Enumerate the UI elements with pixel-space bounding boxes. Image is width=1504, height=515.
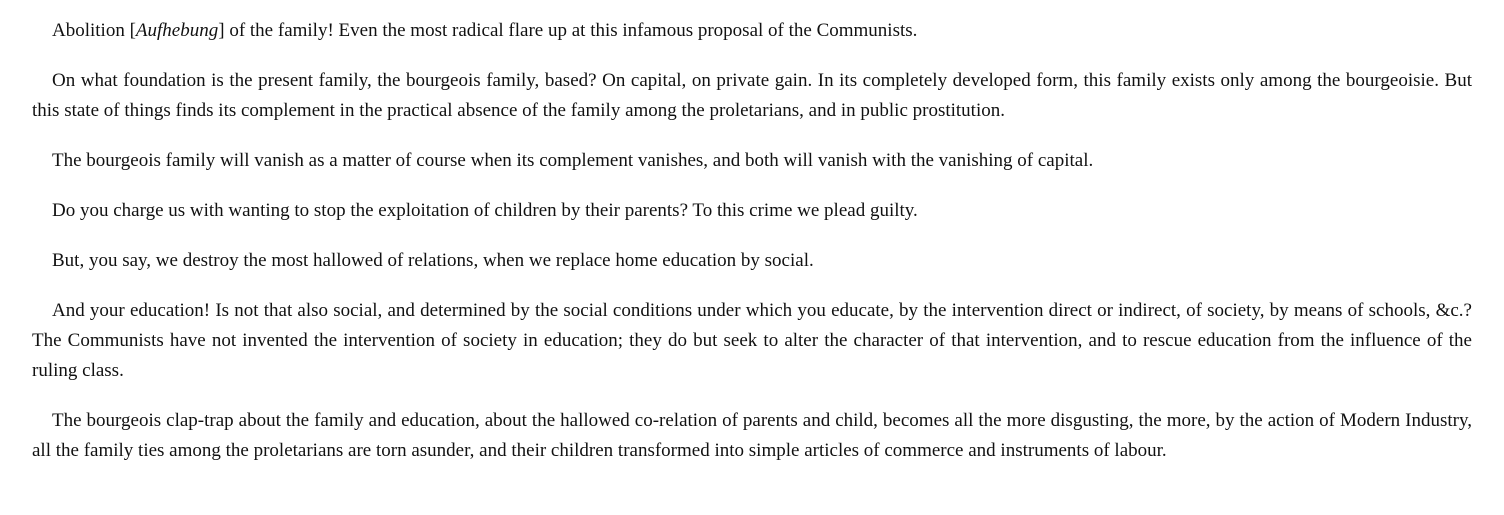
paragraph-abolition-of-family <box>32 16 1472 46</box>
paragraph-text-before: Abolition [ <box>52 20 136 41</box>
document-body <box>32 16 1472 466</box>
italic-term-aufhebung: Aufhebung <box>135 20 219 41</box>
paragraph-home-education: But, you say, we destroy the most hallowed of relations, when we replace home education by social. <box>52 250 814 271</box>
paragraph-your-education: And your education! Is not that also social, and determined by the social conditions under which you educate, by the intervention direct or indirect, of society, by means of schools, &c.? The Communists have not invented the intervention of society in education; they do but seek to alter the character of that intervention, and to rescue education from the influence of the ruling class. <box>32 300 1472 381</box>
paragraph-text-after: ] of the family! Even the most radical flare up at this infamous proposal of the Communists. <box>218 20 918 41</box>
paragraph-family-will-vanish: The bourgeois family will vanish as a matter of course when its complement vanishes, and both will vanish with the vanishing of capital. <box>52 150 1094 171</box>
paragraph-foundation-of-family: On what foundation is the present family, the bourgeois family, based? On capital, on private gain. In its completely developed form, this family exists only among the bourgeoisie. But this state of things finds its complement in the practical absence of the family among the proletarians, and in public prostitution. <box>32 70 1472 121</box>
paragraph-clap-trap: The bourgeois clap-trap about the family and education, about the hallowed co-relation of parents and child, becomes all the more disgusting, the more, by the action of Modern Industry, all the family ties among the proletarians are torn asunder, and their children transformed into simple articles of commerce and instruments of labour. <box>32 410 1472 461</box>
paragraph-exploitation-of-children: Do you charge us with wanting to stop the exploitation of children by their parents? To this crime we plead guilty. <box>52 200 918 221</box>
